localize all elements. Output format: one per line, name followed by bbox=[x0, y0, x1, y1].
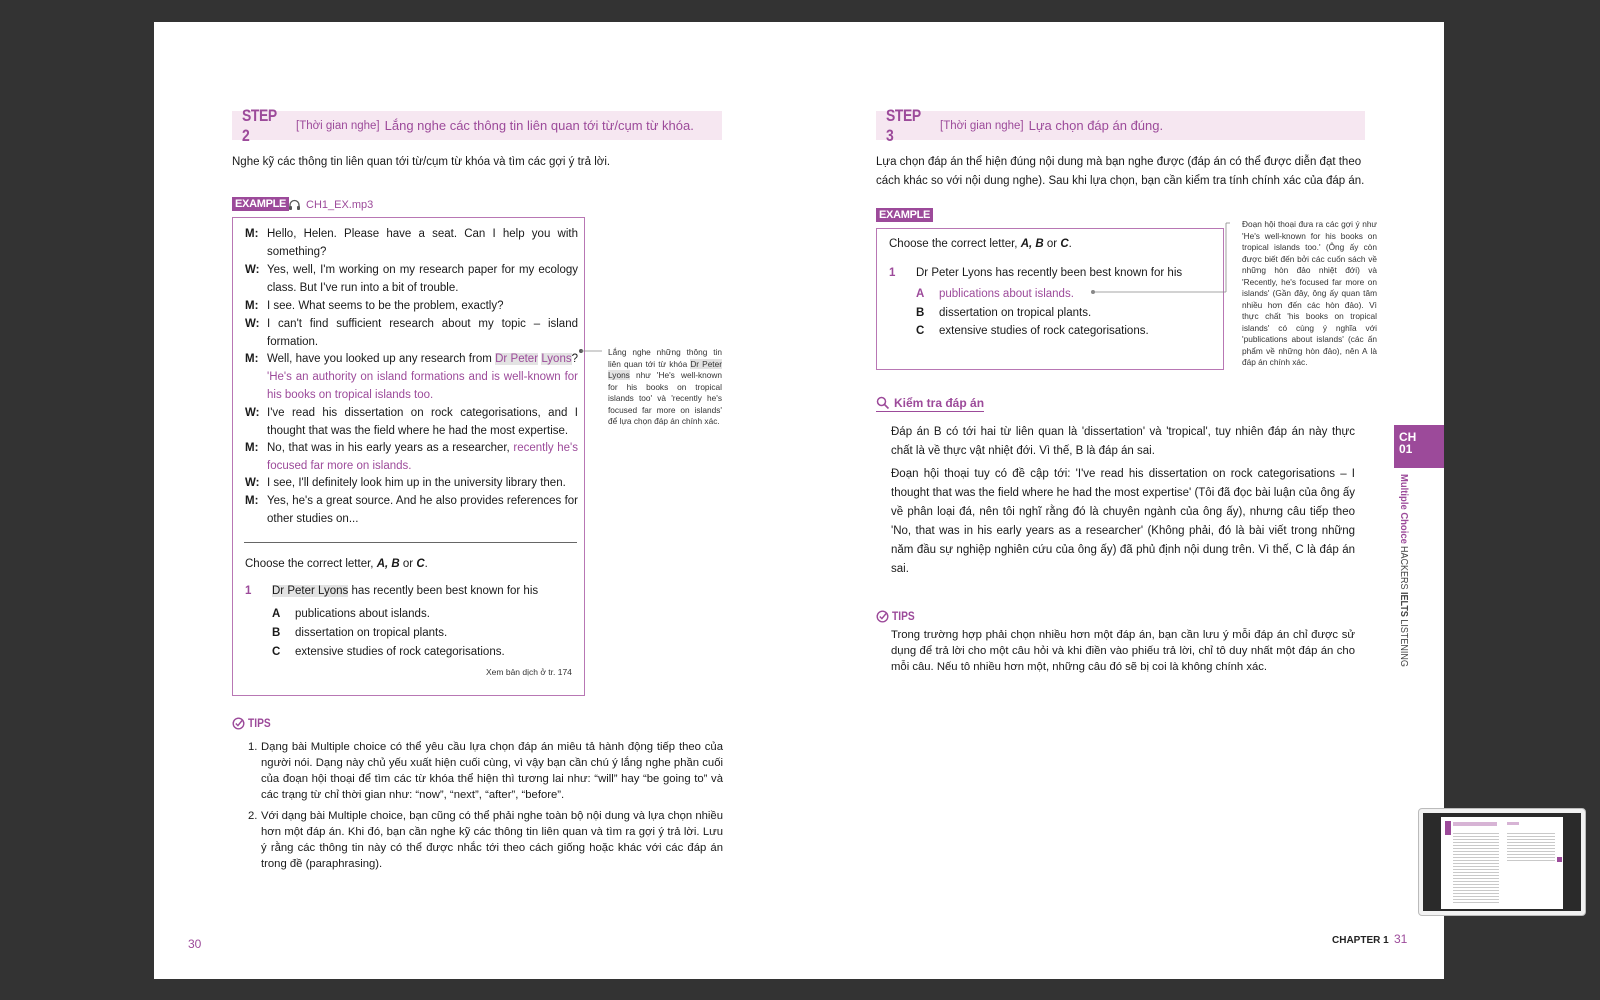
line-text: Yes, he's a great source. And he also provides references for other studies on... bbox=[267, 495, 578, 525]
line-text: I see. What seems to be the problem, exactly? bbox=[267, 300, 504, 312]
intro-line: Lựa chọn đáp án thể hiện đúng nội dung mà bạn nghe được (đáp án có thể được diễn đạt theo bbox=[876, 156, 1362, 168]
prompt-letters: A, B bbox=[1020, 238, 1044, 250]
note-text: như 'He's well-known for his books on tropical islands too' và 'recently he's focused far more on islands' để lựa chọn đáp án chính xác. bbox=[608, 370, 722, 426]
chapter-tab-ch: CH bbox=[1399, 430, 1417, 444]
chapter-tab-number: 01 bbox=[1399, 442, 1413, 456]
divider bbox=[244, 542, 577, 543]
line-text-part: No, that was in his early years as a researcher, bbox=[267, 442, 514, 454]
speaker: M: bbox=[245, 442, 259, 454]
thumbnail-text-block bbox=[1507, 831, 1555, 861]
brand-label bbox=[1398, 546, 1409, 667]
speaker: M: bbox=[245, 300, 259, 312]
tips-label: TIPS bbox=[248, 716, 271, 730]
keyword-highlight: Lyons bbox=[541, 353, 572, 365]
option-letter: C bbox=[272, 646, 281, 658]
answer-clue: 'He's an authority on island formations and is well-known for his books on tropical islands too. bbox=[267, 371, 578, 401]
tip-item bbox=[248, 739, 723, 803]
prompt-text: or bbox=[399, 558, 417, 570]
note-connector bbox=[578, 348, 602, 354]
thumbnail-header bbox=[1453, 822, 1497, 826]
page-number-right: 31 bbox=[1394, 932, 1408, 946]
answer-clue: recently bbox=[513, 442, 554, 454]
tips-heading bbox=[876, 609, 919, 623]
line-text: I've read his dissertation on rock categorisations, and I thought that was the field where he had the most expertise. bbox=[267, 407, 578, 437]
thumbnail-text-block bbox=[1453, 831, 1499, 905]
question-text: has recently been best known for his bbox=[348, 585, 539, 597]
line-text-part: ? bbox=[571, 353, 578, 365]
option-letter: C bbox=[916, 325, 925, 337]
chapter-tab[interactable] bbox=[1394, 425, 1444, 468]
speaker: M: bbox=[245, 228, 259, 240]
tip-text: Với dạng bài Multiple choice, bạn cũng có thể phải nghe toàn bộ nội dung và lựa chọn nhiều hơn một đáp án. Khi đó, bạn cần nghe kỹ các thông tin liên quan và tìm ra gợi ý trả lời. Lưu ý rằng các thông tin này có thể được nhắc tới theo cách giống hoặc khác với các đáp án trong đề (paraphrasing). bbox=[261, 810, 723, 870]
answer-clue: he's focused far more on islands. bbox=[267, 442, 578, 472]
step-3-title: Lựa chọn đáp án đúng. bbox=[1028, 118, 1164, 133]
headphones-icon bbox=[288, 199, 301, 211]
page-number-left: 30 bbox=[188, 937, 202, 951]
prompt-text: . bbox=[424, 558, 428, 570]
tip-number: 1. bbox=[248, 741, 258, 753]
prompt-text: Choose the correct letter, bbox=[245, 558, 377, 570]
audio-link[interactable] bbox=[288, 199, 373, 211]
check-circle-icon bbox=[876, 610, 889, 623]
translation-reference: Xem bản dịch ở tr. 174 bbox=[486, 667, 572, 677]
brand-text: LISTENING bbox=[1398, 616, 1409, 667]
line-text: Hello, Helen. Please have a seat. Can I help you with something? bbox=[267, 228, 578, 258]
tips-text: Trong trường hợp phải chọn nhiều hơn một đáp án, bạn cần lưu ý mỗi đáp án chỉ được sử dụng để trả lời cho một câu hỏi và khi điền vào phiếu trả lời, chỉ tô duy nhất một đáp án cho mỗi câu. Nếu tô nhiều hơn một, những câu đó sẽ bị coi là không chính xác. bbox=[891, 629, 1355, 673]
question-number: 1 bbox=[889, 267, 896, 279]
question-number: 1 bbox=[245, 585, 252, 597]
line-text bbox=[267, 350, 578, 404]
tip-number: 2. bbox=[248, 810, 258, 822]
brand-text: HACKERS bbox=[1398, 546, 1409, 593]
line-text: I can't find sufficient research about my topic – island formation. bbox=[267, 318, 578, 348]
example-tag: EXAMPLE bbox=[232, 197, 289, 211]
question-stem: Dr Peter Lyons has recently been best known for his bbox=[916, 267, 1183, 279]
question-keyword: Dr Peter Lyons bbox=[272, 585, 349, 597]
step-3-header bbox=[876, 105, 1365, 145]
option-letter: B bbox=[916, 307, 925, 319]
option-text: dissertation on tropical plants. bbox=[295, 627, 448, 639]
step-3-side-note: Đoạn hội thoại đưa ra các gợi ý như 'He's well-known for his books on tropical islands too.' (Ông ấy còn được biết đến bởi các cuốn sách về những hòn đảo nhiệt đới) và 'Recently, he's focused far more on islands' (Gần đây, ông ấy quan tâm nhiều hơn đến các hòn đảo). Vì thực chất 'his books on tropical islands' có cùng ý nghĩa với 'publications about islands' (các ấn phẩm về những hòn đảo), nên A là đáp án chính xác. bbox=[1242, 219, 1377, 367]
tips-heading bbox=[232, 716, 275, 730]
step-2-time: [Thời gian nghe] bbox=[296, 119, 380, 132]
check-paragraph: Đoạn hội thoại tuy có đề cập tới: 'I've read his dissertation on rock categorisations – I thought that was the field where he had the most expertise' (Tôi đã đọc bài luận của ông ấy về phân loại đá, nên tôi nghĩ rằng đó là chuyên ngành của ông ấy), nhưng câu tiếp theo 'No, that was in his early years as a researcher' (Không phải, đó là bài viết trong những năm đầu sự nghiệp nghiên cứu của ông ấy) đã phủ định nội dung trên. Vì thế, C là đáp án sai. bbox=[891, 468, 1355, 575]
step-3-label: STEP 3 bbox=[886, 105, 921, 145]
keyword-highlight: Dr Peter bbox=[495, 353, 539, 365]
question-stem bbox=[272, 585, 538, 597]
thumbnail-header bbox=[1507, 822, 1519, 825]
option-text: dissertation on tropical plants. bbox=[939, 307, 1092, 319]
speaker: M: bbox=[245, 495, 259, 507]
option-text: extensive studies of rock categorisations. bbox=[295, 646, 505, 658]
check-paragraph: Đáp án B có tới hai từ liên quan là 'dissertation' và 'tropical', tuy nhiên đáp án này thực chất là về thực vật nhiệt đới. Vì thế, B là đáp án sai. bbox=[891, 426, 1355, 457]
step-2-intro: Nghe kỹ các thông tin liên quan tới từ/cụm từ khóa và tìm các gợi ý trả lời. bbox=[232, 156, 611, 168]
answer-connector bbox=[1090, 221, 1230, 295]
question-prompt bbox=[245, 558, 428, 570]
option-letter-correct: A bbox=[916, 288, 925, 300]
check-circle-icon bbox=[232, 717, 245, 730]
tip-item bbox=[248, 808, 723, 872]
check-answer-heading bbox=[876, 396, 984, 412]
step-2-title: Lắng nghe các thông tin liên quan tới từ/cụm từ khóa. bbox=[384, 118, 694, 133]
thumbnail-tab bbox=[1445, 821, 1451, 835]
note-highlight: Dr Peter Lyons bbox=[608, 358, 722, 380]
chapter-section-title: Multiple Choice bbox=[1398, 474, 1410, 544]
option-text: extensive studies of rock categorisations. bbox=[939, 325, 1149, 337]
tips-label: TIPS bbox=[892, 609, 915, 623]
page-thumbnail[interactable] bbox=[1418, 808, 1586, 916]
option-text-correct: publications about islands. bbox=[939, 288, 1074, 300]
prompt-text: Choose the correct letter, bbox=[889, 238, 1021, 250]
speaker: W: bbox=[245, 407, 260, 419]
speaker: M: bbox=[245, 353, 259, 365]
prompt-letters: C bbox=[416, 558, 425, 570]
prompt-text: . bbox=[1068, 238, 1072, 250]
option-letter: A bbox=[272, 608, 281, 620]
note-text: Lắng nghe những thông tin liên quan tới từ khóa bbox=[608, 347, 722, 369]
footer-chapter: CHAPTER 1 bbox=[1332, 935, 1389, 946]
check-answer-title: Kiểm tra đáp án bbox=[894, 396, 985, 410]
step-2-label: STEP 2 bbox=[242, 105, 277, 145]
book-spread bbox=[154, 22, 1444, 979]
tip-text: Dạng bài Multiple choice có thể yêu cầu lựa chọn đáp án miêu tả hành động tiếp theo của người nói. Dạng này chủ yếu xuất hiện cuối cùng, vì vậy bạn cần chú ý lắng nghe phần cuối của đoạn hội thoại để tìm các từ khóa thể hiện thì tương lai như: “will” hay “be going to” và các trạng từ chỉ thời gian như: “now”, “next”, “after”, “before”. bbox=[261, 741, 723, 801]
step-3-intro bbox=[876, 153, 1376, 191]
option-text: publications about islands. bbox=[295, 608, 430, 620]
speaker: W: bbox=[245, 318, 260, 330]
option-letter: B bbox=[272, 627, 281, 639]
line-text: Yes, well, I'm working on my research paper for my ecology class. But I've run into a bit of trouble. bbox=[267, 264, 578, 294]
thumbnail-page bbox=[1441, 817, 1563, 909]
search-icon bbox=[876, 396, 890, 410]
speaker: W: bbox=[245, 264, 260, 276]
step-3-time: [Thời gian nghe] bbox=[940, 119, 1024, 132]
prompt-text: or bbox=[1043, 238, 1061, 250]
line-text bbox=[267, 439, 578, 475]
prompt-letters: C bbox=[1060, 238, 1069, 250]
intro-line: cách khác so với nội dung nghe). Sau khi lựa chọn, bạn cần kiểm tra tính chính xác của đáp án. bbox=[876, 175, 1365, 187]
audio-file-name: CH1_EX.mp3 bbox=[306, 199, 374, 211]
brand-text-bold: IELTS bbox=[1398, 592, 1409, 617]
question-prompt bbox=[889, 238, 1072, 250]
example-tag: EXAMPLE bbox=[876, 208, 933, 222]
step-2-side-note bbox=[608, 347, 722, 428]
line-text: I see, I'll definitely look him up in the university library then. bbox=[267, 477, 566, 489]
thumbnail-viewport bbox=[1423, 813, 1581, 911]
thumbnail-tab bbox=[1557, 857, 1562, 862]
line-text-part: Well, have you looked up any research from bbox=[267, 353, 496, 365]
prompt-letters: A, B bbox=[376, 558, 400, 570]
step-2-header bbox=[232, 105, 722, 145]
speaker: W: bbox=[245, 477, 260, 489]
